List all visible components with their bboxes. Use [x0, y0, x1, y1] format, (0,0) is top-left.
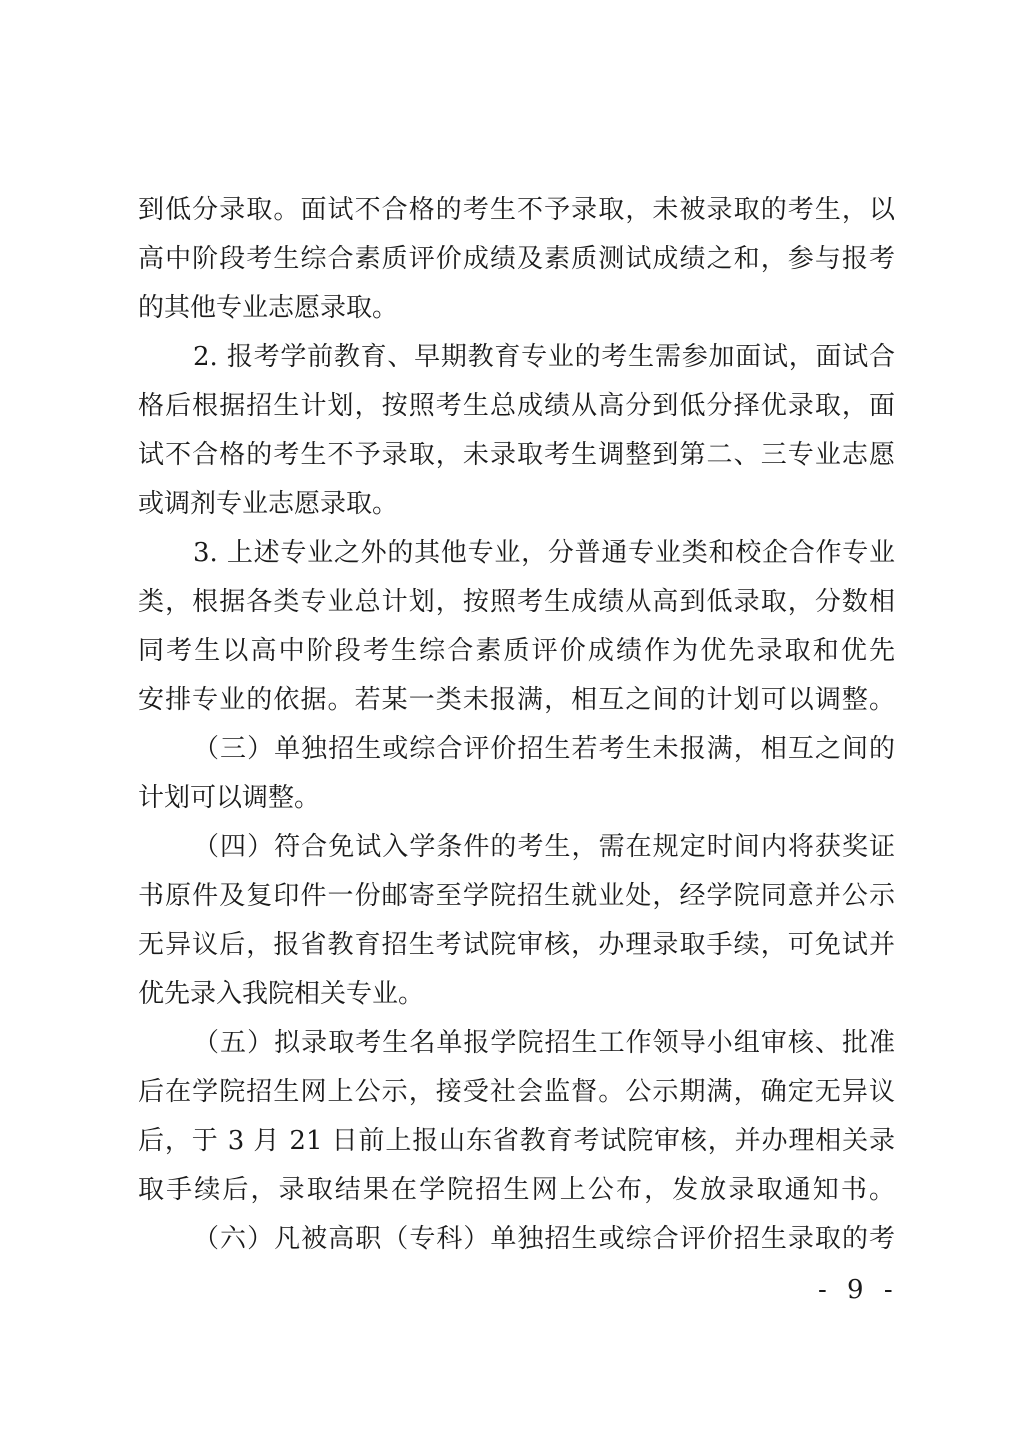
text-line: （四）符合免试入学条件的考生，需在规定时间内将获奖证	[193, 832, 895, 862]
page-number: - 9 -	[818, 1275, 899, 1305]
text-line: （六）凡被高职（专科）单独招生或综合评价招生录取的考	[193, 1224, 895, 1254]
text-line: 安排专业的依据。若某一类未报满，相互之间的计划可以调整。	[138, 685, 895, 715]
text-line: 高中阶段考生综合素质评价成绩及素质测试成绩之和，参与报考	[138, 244, 895, 274]
text-line: （三）单独招生或综合评价招生若考生未报满，相互之间的	[193, 734, 895, 764]
text-line: 2. 报考学前教育、早期教育专业的考生需参加面试，面试合	[193, 342, 895, 372]
text-line: 3. 上述专业之外的其他专业，分普通专业类和校企合作专业	[193, 538, 895, 568]
text-line: 后，于 3 月 21 日前上报山东省教育考试院审核，并办理相关录	[138, 1126, 895, 1156]
text-line: 同考生以高中阶段考生综合素质评价成绩作为优先录取和优先	[138, 636, 895, 666]
text-line: 后在学院招生网上公示，接受社会监督。公示期满，确定无异议	[138, 1077, 895, 1107]
text-line: 试不合格的考生不予录取，未录取考生调整到第二、三专业志愿	[138, 440, 895, 470]
text-line: 取手续后，录取结果在学院招生网上公布，发放录取通知书。	[138, 1175, 895, 1205]
text-line: 的其他专业志愿录取。	[138, 293, 399, 323]
text-line: 计划可以调整。	[138, 783, 321, 813]
text-line: 格后根据招生计划，按照考生总成绩从高分到低分择优录取，面	[138, 391, 895, 421]
text-line: 类，根据各类专业总计划，按照考生成绩从高到低录取，分数相	[138, 587, 895, 617]
text-line: 优先录入我院相关专业。	[138, 979, 425, 1009]
text-line: 无异议后，报省教育招生考试院审核，办理录取手续，可免试并	[138, 930, 895, 960]
text-line: 书原件及复印件一份邮寄至学院招生就业处，经学院同意并公示	[138, 881, 895, 911]
text-line: （五）拟录取考生名单报学院招生工作领导小组审核、批准	[193, 1028, 895, 1058]
text-line: 或调剂专业志愿录取。	[138, 489, 399, 519]
text-line: 到低分录取。面试不合格的考生不予录取，未被录取的考生，以	[138, 195, 895, 225]
